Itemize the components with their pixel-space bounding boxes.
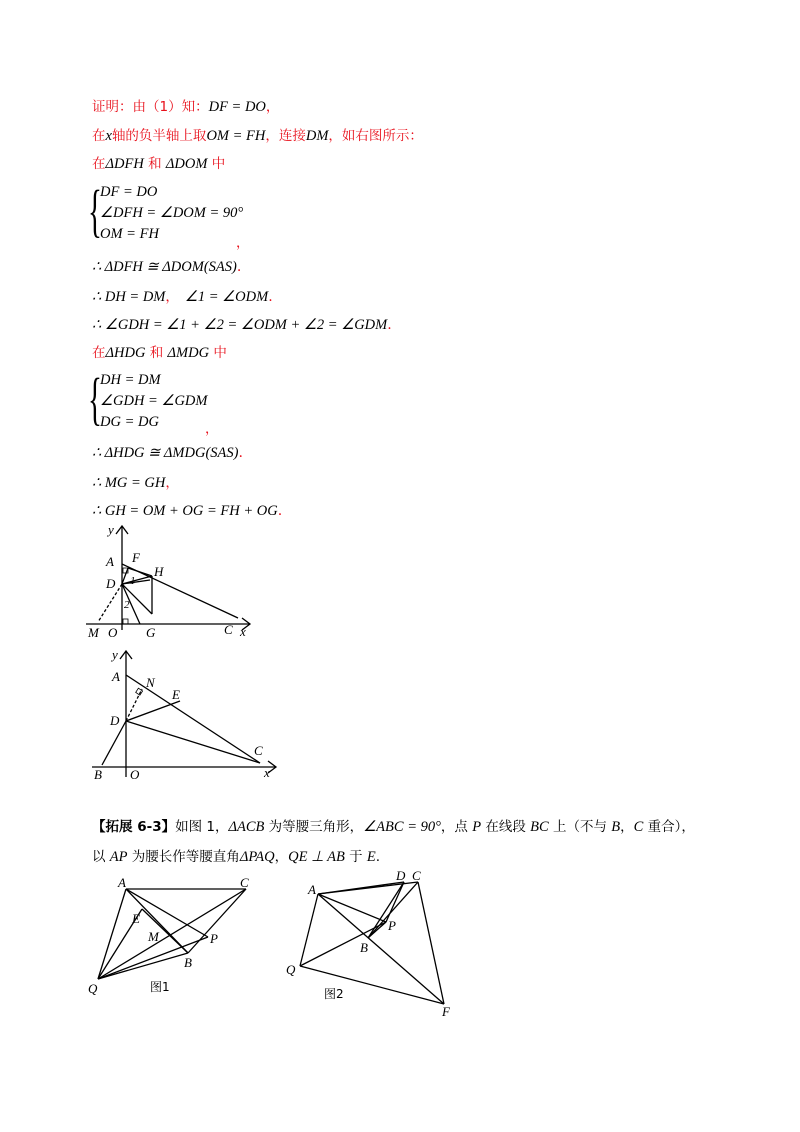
label-f: F [132,550,140,565]
math-df-do: DF = DO [208,99,266,115]
proof-line-2 [92,127,423,145]
proof-intro-text: 证明：由（1）知： [92,99,209,115]
label-b: B [360,940,368,955]
proof-line-5 [92,288,273,306]
label-e: E [132,911,140,926]
proof-line-1 [92,98,279,116]
figure-coordinate-diagram [80,645,290,785]
text: ， [620,819,634,835]
text: 为等腰三角形， [264,819,364,835]
math-tri-dom: ΔDOM [165,156,208,172]
label-p: P [388,918,396,933]
label-a: A [106,554,114,569]
punct: . [238,445,243,461]
label-x: x [240,624,246,639]
math-angle-1: ∠1 = ∠ODM [184,289,269,305]
label-a: A [112,669,120,684]
math: ∠ABC = 90° [363,819,441,835]
system-2-row: DG = DG [100,414,159,430]
figure-1-caption: 图1 [150,980,170,994]
label-x: x [264,765,270,780]
label-angle-1: 1 [130,575,136,587]
punct: ， [265,99,280,115]
label-b: B [184,955,192,970]
label-angle-2: 2 [124,599,130,611]
figure-2-caption: 图2 [324,987,344,1001]
figure-1 [84,875,264,1000]
math: ΔACB [228,819,265,835]
text: ， [274,849,289,865]
math-dh-dm: ∴ DH = DM [92,289,166,305]
math: QE ⊥ AB [288,849,345,865]
label-q: Q [88,981,98,996]
text: 中 [209,345,227,361]
label-d: D [396,868,406,883]
label-c: C [240,875,249,890]
ext-problem-line-1 [92,818,695,836]
text: 中 [207,156,226,172]
proof-line-3 [92,155,225,173]
math: BC [530,819,549,835]
punct: . [268,289,273,305]
text: 在 [92,345,106,361]
punct: ， [165,475,179,491]
text: ，点 [440,819,473,835]
proof-line-7 [92,344,227,362]
label-y: y [112,647,118,662]
label-q: Q [286,962,296,977]
label-d: D [106,576,116,591]
math: B [611,819,621,835]
proof-line-9 [92,474,179,492]
label-m: M [148,929,159,944]
text: 在线段 [481,819,531,835]
math-mg-gh: ∴ MG = GH [92,475,166,491]
math-congruence-2: ∴ ΔHDG ≅ ΔMDG(SAS) [92,445,239,461]
text: ，如右图所示： [328,128,423,144]
text: 以 [92,849,110,865]
text: 在 [92,128,106,144]
punct: . [236,259,242,275]
label-b: B [94,767,102,782]
ext-problem-tag: 【拓展 6-3】 [92,819,176,835]
label-o: O [130,767,140,782]
math-congruence-1: ∴ ΔDFH ≅ ΔDOM(SAS) [92,259,237,275]
math-om-fh: OM = FH [206,128,266,144]
math-dm: DM [305,128,329,144]
system-2-row: DH = DM [100,372,161,388]
system-1-row: DF = DO [100,184,158,200]
punct: . [387,317,392,333]
label-o: O [108,625,118,640]
proof-line-6 [92,316,392,334]
text: 于 [344,849,367,865]
system-1-row: OM = FH [100,226,159,242]
text: . [375,849,381,865]
math-x: x [105,128,112,144]
text: 上（不与 [548,819,612,835]
label-c: C [412,868,421,883]
text: 重合）， [643,819,695,835]
label-a: A [308,882,316,897]
math: P [472,819,482,835]
system-2-comma: ， [205,421,219,437]
label-a: A [118,875,126,890]
label-m: M [88,625,99,640]
label-p: P [210,931,218,946]
label-h: H [154,564,164,579]
math: C [633,819,644,835]
math-tri-dfh: ΔDFH [105,156,144,172]
text: 如图 1， [175,819,229,835]
math-conclusion: ∴ GH = OM + OG = FH + OG [92,503,278,519]
punct: . [277,503,283,519]
math: E [366,849,376,865]
figure-2 [284,866,474,1018]
proof-line-8 [92,444,243,462]
label-y: y [108,522,114,537]
figure-proof-diagram [80,520,270,645]
math-angle-chain: ∴ ∠GDH = ∠1 + ∠2 = ∠ODM + ∠2 = ∠GDM [92,317,388,333]
proof-line-10 [92,502,282,520]
system-2 [100,370,207,433]
text: 为腰长作等腰直角 [127,849,240,865]
label-f: F [442,1004,450,1018]
system-1-comma: ， [236,235,250,251]
brace-system-2: { [88,366,102,431]
text: 和 [143,156,166,172]
text: 轴的负半轴上取 [111,128,207,144]
label-c: C [254,743,263,758]
system-1-row: ∠DFH = ∠DOM = 90° [100,205,244,221]
math: ΔPAQ [239,849,275,865]
label-d: D [110,713,120,728]
label-e: E [172,687,180,702]
label-n: N [146,675,155,690]
system-2-row: ∠GDH = ∠GDM [100,393,208,409]
text: 和 [145,345,168,361]
text: ，连接 [265,128,306,144]
system-1 [100,182,243,245]
label-c: C [224,622,233,637]
text: 在 [92,156,106,172]
ext-problem-line-2 [92,848,380,866]
punct: ， [165,289,179,305]
math-tri-mdg: ΔMDG [167,345,210,361]
proof-line-4 [92,258,241,276]
math: AP [109,849,128,865]
brace-system-1: { [88,178,102,243]
label-g: G [146,625,156,640]
math-tri-hdg: ΔHDG [105,345,146,361]
